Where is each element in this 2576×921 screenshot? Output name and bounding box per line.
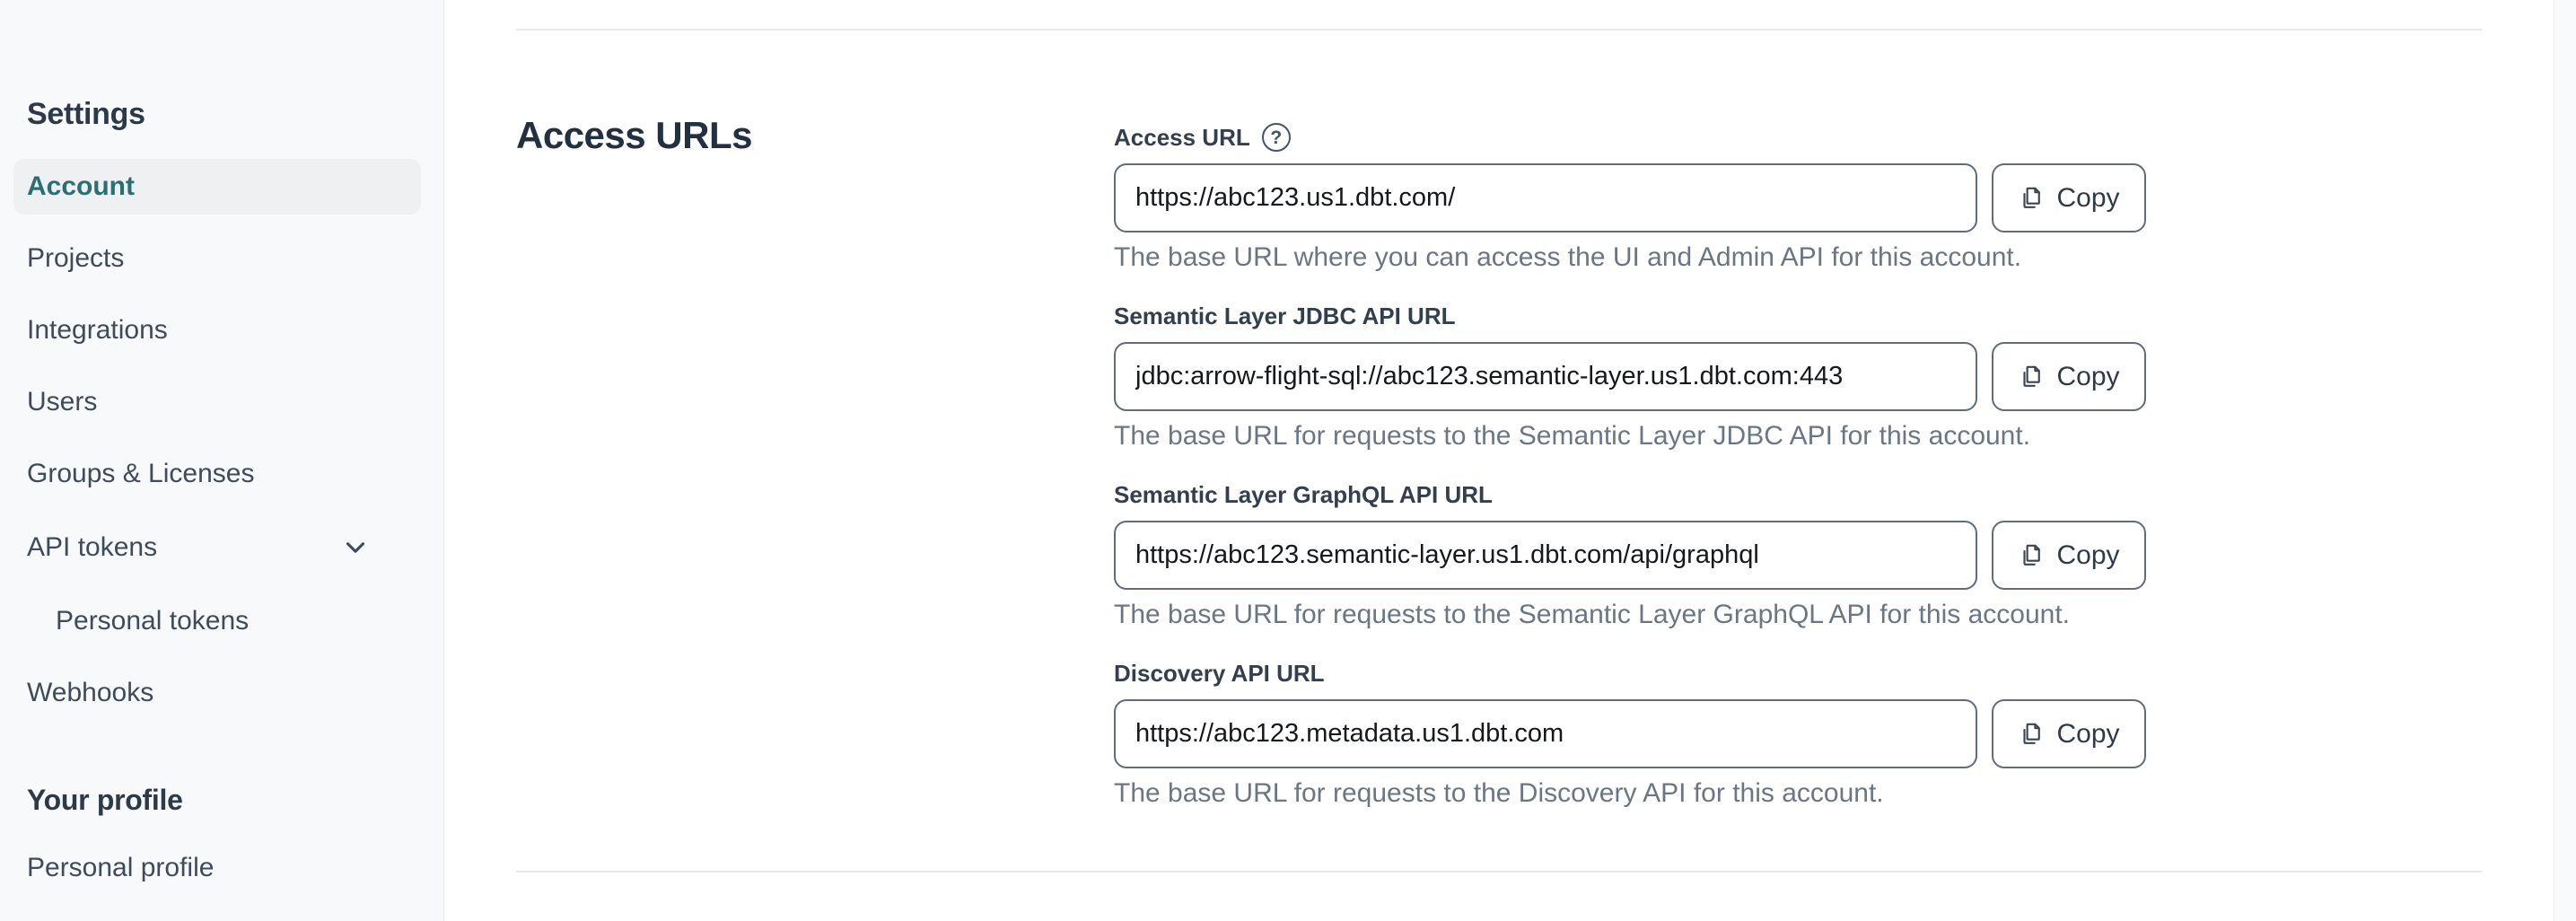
copy-icon bbox=[2018, 542, 2045, 569]
copy-button[interactable] bbox=[1992, 699, 2146, 768]
copy-button-label: Copy bbox=[2056, 539, 2120, 570]
bottom-divider bbox=[516, 871, 2482, 873]
vertical-scrollbar[interactable] bbox=[2554, 0, 2576, 921]
field-input-row bbox=[1114, 342, 2482, 411]
field-label: Semantic Layer JDBC API URL bbox=[1114, 303, 1456, 329]
url-field-group-discovery-api-url bbox=[1114, 660, 2482, 810]
main-content bbox=[444, 0, 2554, 921]
sidebar-item-projects[interactable] bbox=[13, 231, 421, 286]
settings-sidebar bbox=[0, 0, 444, 921]
sidebar-item-personal-profile[interactable] bbox=[13, 840, 421, 896]
url-input[interactable] bbox=[1114, 342, 1977, 411]
copy-button[interactable] bbox=[1992, 521, 2146, 590]
sidebar-item-label: Integrations bbox=[27, 315, 168, 345]
copy-icon bbox=[2018, 721, 2045, 748]
sidebar-item-integrations[interactable] bbox=[13, 303, 421, 358]
sidebar-profile-nav bbox=[13, 840, 421, 896]
sidebar-item-groups-licenses[interactable] bbox=[13, 446, 421, 502]
url-field-group-semantic-layer-graphql-api-url bbox=[1114, 481, 2482, 631]
sidebar-heading-your-profile: Your profile bbox=[27, 784, 183, 816]
help-icon[interactable]: ? bbox=[1262, 123, 1291, 152]
field-label-row bbox=[1114, 481, 2482, 509]
field-helper-text: The base URL for requests to the Semantic Layer GraphQL API for this account. bbox=[1114, 600, 2070, 629]
field-label-row bbox=[1114, 660, 2482, 688]
sidebar-inner bbox=[0, 97, 443, 896]
sidebar-item-webhooks[interactable] bbox=[13, 665, 421, 721]
url-input[interactable] bbox=[1114, 699, 1977, 768]
sidebar-item-label: Account bbox=[27, 171, 135, 201]
sidebar-heading-settings: Settings bbox=[27, 97, 145, 131]
field-input-row bbox=[1114, 699, 2482, 768]
field-label: Access URL bbox=[1114, 123, 1250, 151]
sidebar-item-label: Personal tokens bbox=[56, 606, 250, 636]
sidebar-item-label: Webhooks bbox=[27, 678, 154, 707]
sidebar-item-label: Personal profile bbox=[27, 853, 215, 882]
sidebar-item-label: Groups & Licenses bbox=[27, 459, 255, 488]
url-fields-column bbox=[1114, 31, 2482, 838]
sidebar-item-account[interactable] bbox=[13, 159, 421, 215]
field-label: Semantic Layer GraphQL API URL bbox=[1114, 481, 1493, 508]
copy-icon bbox=[2018, 364, 2045, 390]
field-helper-text: The base URL for requests to the Semantic Layer JDBC API for this account. bbox=[1114, 421, 2031, 451]
sidebar-item-label: API tokens bbox=[27, 532, 158, 562]
copy-icon bbox=[2018, 185, 2045, 212]
field-input-row bbox=[1114, 521, 2482, 590]
copy-button[interactable] bbox=[1992, 163, 2146, 232]
sidebar-item-label: Users bbox=[27, 387, 98, 417]
section-title: Access URLs bbox=[516, 114, 752, 156]
copy-button-label: Copy bbox=[2056, 718, 2120, 749]
sidebar-item-personal-tokens[interactable] bbox=[13, 593, 421, 649]
field-helper-text: The base URL where you can access the UI and Admin API for this account. bbox=[1114, 242, 2022, 272]
sidebar-item-users[interactable] bbox=[13, 374, 421, 430]
url-input[interactable] bbox=[1114, 163, 1977, 232]
sidebar-item-label: Projects bbox=[27, 243, 125, 273]
section-title-column bbox=[516, 31, 1114, 838]
url-field-group-semantic-layer-jdbc-api-url bbox=[1114, 303, 2482, 452]
sidebar-item-api-tokens[interactable] bbox=[13, 518, 421, 577]
url-field-group-access-url bbox=[1114, 123, 2482, 274]
sidebar-nav bbox=[13, 159, 421, 721]
field-label-row bbox=[1114, 303, 2482, 330]
url-input[interactable] bbox=[1114, 521, 1977, 590]
field-label-row bbox=[1114, 123, 2482, 152]
copy-button[interactable] bbox=[1992, 342, 2146, 411]
access-urls-section bbox=[516, 31, 2482, 838]
chevron-down-icon bbox=[340, 532, 371, 563]
field-label: Discovery API URL bbox=[1114, 660, 1325, 687]
copy-button-label: Copy bbox=[2056, 182, 2120, 213]
copy-button-label: Copy bbox=[2056, 361, 2120, 391]
field-helper-text: The base URL for requests to the Discovery API for this account. bbox=[1114, 778, 1884, 808]
field-input-row bbox=[1114, 163, 2482, 232]
